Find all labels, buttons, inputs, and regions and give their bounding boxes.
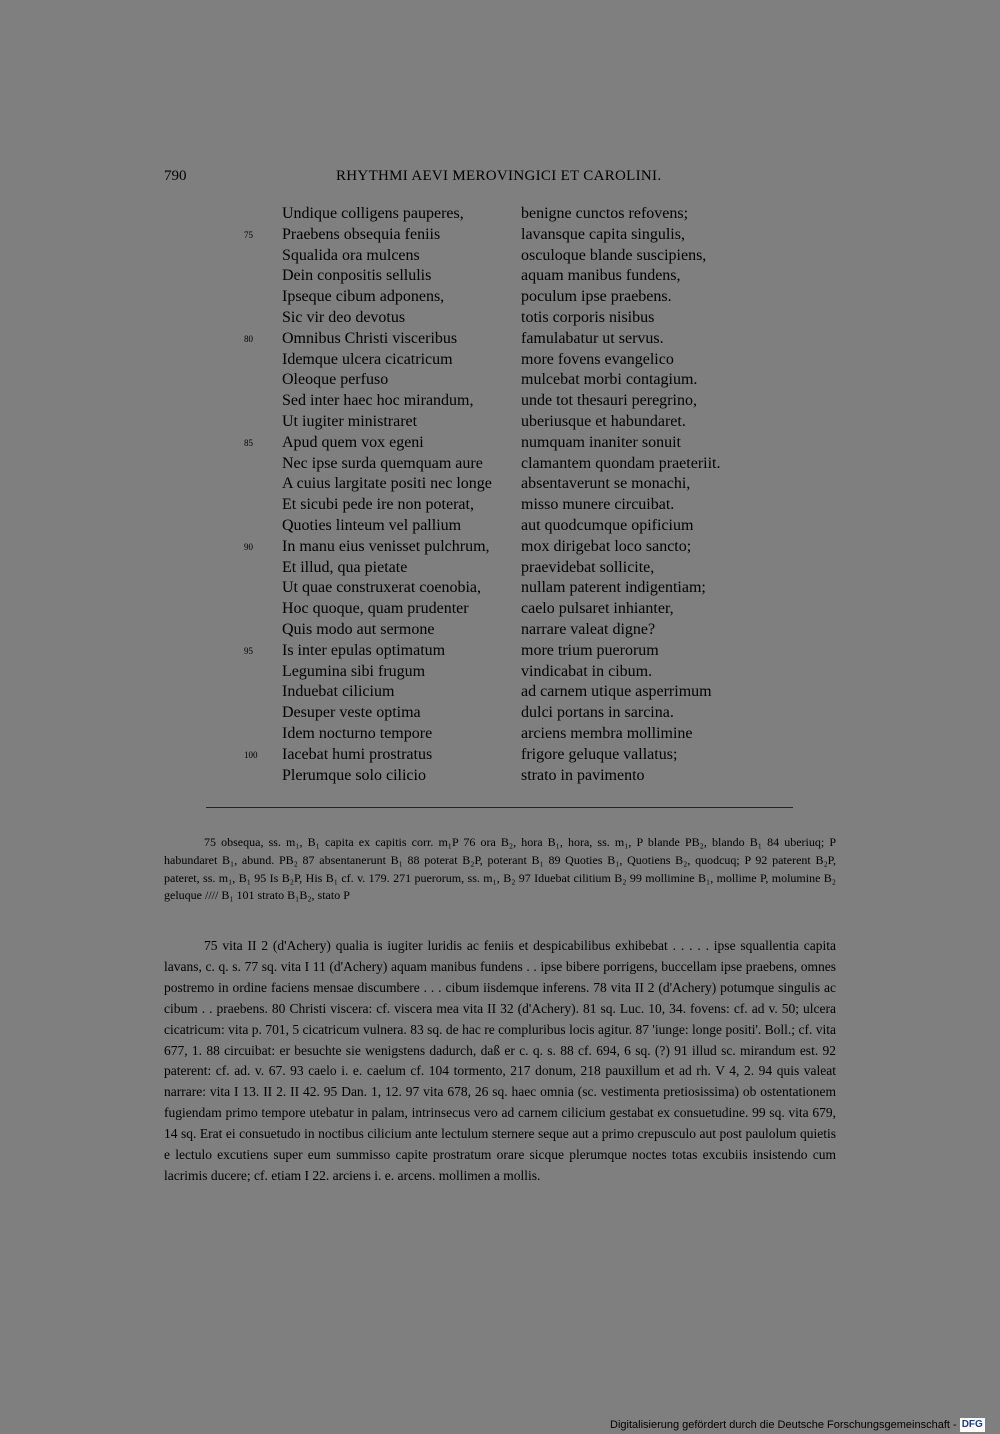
verse-second-half: arciens membra mollimine	[521, 724, 693, 742]
verse-line	[240, 766, 800, 787]
verse-first-half: Ut quae construxerat coenobia,	[282, 579, 482, 597]
verse-line	[240, 474, 800, 495]
verse-line	[240, 391, 800, 412]
verse-second-half: uberiusque et habundaret.	[521, 412, 686, 430]
verse-line	[240, 703, 800, 724]
verse-first-half: Sed inter haec hoc mirandum,	[282, 392, 474, 410]
verse-second-half: clamantem quondam praeteriit.	[521, 454, 721, 472]
verse-line	[240, 641, 800, 662]
running-title: RHYTHMI AEVI MEROVINGICI ET CAROLINI.	[336, 168, 662, 184]
verse-line	[240, 495, 800, 516]
verse-line	[240, 370, 800, 391]
footnote-divider	[206, 807, 793, 808]
verse-second-half: absentaverunt se monachi,	[521, 475, 691, 493]
verse-first-half: Et sicubi pede ire non poterat,	[282, 496, 474, 514]
verse-second-half: strato in pavimento	[521, 766, 645, 784]
verse-first-half: Sic vir deo devotus	[282, 308, 406, 326]
verse-line	[240, 350, 800, 371]
verse-second-half: osculoque blande suscipiens,	[521, 246, 707, 264]
verse-line	[240, 745, 800, 766]
page-header	[164, 168, 668, 190]
verse-line	[240, 724, 800, 745]
verse-first-half: Desuper veste optima	[282, 704, 421, 722]
line-number: 90	[244, 541, 253, 552]
commentary-text: 75 vita II 2 (d'Achery) qualia is iugiter luridis ac feniis et despicabilibus exhibebat . . . . . ipse squallentia capita lavans, c. q. s. 77 sq. vita I 11 (d'Achery) aquam manibus fundens . . ipse bibere porrigens, buccellam ipse praebens, omnes postremo in ordine faciens mensae discumbere . . . cibum iisdemque inferens. 78 vita II 2 (d'Achery) potumque singulis ac cibum . . praebens. 80 Christi viscera: cf. viscera mea vita II 32 (d'Achery). 81 sq. Luc. 10, 34. fovens: cf. ad v. 50; ulcera cicatricum: vita p. 701, 5 cicatricum vulnera. 83 sq. de hac re compluribus locis agitur. 87 'iunge: longe positi'. Boll.; cf. vita 677, 1. 88 circuibat: er besuchte sie wenigstens dadurch, daß er c. q. s. 88 cf. 694, 6 sq. (?) 91 illud sc. mirandum est. 92 paterent: cf. ad. v. 67. 93 caelo i. e. caelum cf. 104 tormento, 217 donum, 218 pauxillum et ad rh. V 4, 2. 94 quis valeat narrare: vita I 13. II 2. II 42. 95 Dan. 1, 12. 97 vita 678, 26 sq. haec omnia (sc. vestimenta pretiosissima) ob ostentationem fugiendam primo tempore utebatur in palam, intrinsecus vero ad carnem cilicium gestabat ex consuetudine. 99 sq. vita 679, 14 sq. Erat ei consuetudo in noctibus cilicium ante lectulum sternere seque aut a primo crepusculo aut post paulolum quietis e lectulo excutiens super eum summisso capite prostratum orare sicque plerumque noctes totas excubiis insistendo cum lacrimis ducere; cf. etiam I 22. arciens i. e. arcens. mollimen a mollis.	[164, 938, 836, 1183]
verse-line	[240, 266, 800, 287]
verse-first-half: Dein conpositis sellulis	[282, 267, 432, 285]
verse-second-half: poculum ipse praebens.	[521, 288, 672, 306]
verse-first-half: Apud quem vox egeni	[282, 433, 424, 451]
verse-first-half: Plerumque solo cilicio	[282, 766, 426, 784]
verse-second-half: numquam inaniter sonuit	[521, 433, 681, 451]
verse-line	[240, 433, 800, 454]
verse-second-half: famulabatur ut servus.	[521, 329, 664, 347]
apparatus-text: 75 obsequa, ss. m₁, B₁ capita ex capitis corr. m₁P 76 ora B₂, hora B₁, hora, ss. m₁, P blande PB₂, blando B₁ 84 uberiuq; P habundaret B₁, abund. PB₂ 87 absentanerunt B₁ 88 poterat B₂P, poterant B₁ 89 Quoties B₁, Quotiens B₂, quodcuq; P 92 paterent B₂P, pateret, ss. m₁, B₁ 95 Is B₂P, His B₁ cf. v. 179. 271 puerorum, ss. m₁, B₂ 97 Iduebat cilitium B₂ 99 mollimine B₁, mollime P, molumine B₂ geluque //// B₁ 101 strato B₁B₂, stato P	[164, 835, 836, 903]
verse-line	[240, 454, 800, 475]
verse-first-half: Et illud, qua pietate	[282, 558, 408, 576]
verse-line	[240, 599, 800, 620]
verse-first-half: Induebat cilicium	[282, 683, 395, 701]
line-number: 75	[244, 229, 253, 240]
verse-second-half: ad carnem utique asperrimum	[521, 683, 712, 701]
verse-line	[240, 246, 800, 267]
line-number: 100	[244, 749, 258, 760]
verse-first-half: Is inter epulas optimatum	[282, 641, 446, 659]
verse-line	[240, 412, 800, 433]
verse-first-half: Oleoque perfuso	[282, 371, 389, 389]
verse-second-half: totis corporis nisibus	[521, 308, 655, 326]
verse-first-half: Nec ipse surda quemquam aure	[282, 454, 483, 472]
verse-second-half: frigore geluque vallatus;	[521, 745, 678, 763]
verse-first-half: Idemque ulcera cicatricum	[282, 350, 453, 368]
verse-first-half: Undique colligens pauperes,	[282, 205, 464, 222]
verse-line	[240, 516, 800, 537]
verse-first-half: Ipseque cibum adponens,	[282, 288, 445, 306]
page-number: 790	[164, 168, 187, 184]
verse-line	[240, 682, 800, 703]
verse-second-half: mox dirigebat loco sancto;	[521, 537, 692, 555]
verse-first-half: Squalida ora mulcens	[282, 246, 420, 264]
verse-first-half: Ut iugiter ministraret	[282, 412, 418, 430]
verse-second-half: narrare valeat digne?	[521, 620, 656, 638]
verse-second-half: aquam manibus fundens,	[521, 267, 681, 285]
verse-first-half: Idem nocturno tempore	[282, 724, 433, 742]
verse-second-half: vindicabat in cibum.	[521, 662, 653, 680]
verse-first-half: Omnibus Christi visceribus	[282, 329, 458, 347]
verse-second-half: praevidebat sollicite,	[521, 558, 655, 576]
verse-second-half: dulci portans in sarcina.	[521, 704, 674, 722]
verse-second-half: mulcebat morbi contagium.	[521, 371, 698, 389]
critical-apparatus	[164, 834, 836, 905]
verse-line	[240, 225, 800, 246]
verse-first-half: Quoties linteum vel pallium	[282, 516, 462, 534]
verse-first-half: Praebens obsequia feniis	[282, 225, 441, 243]
line-number: 85	[244, 437, 253, 448]
verse-second-half: caelo pulsaret inhianter,	[521, 600, 674, 618]
verse-second-half: misso munere circuibat.	[521, 496, 675, 514]
verse-second-half: unde tot thesauri peregrino,	[521, 392, 697, 410]
verse-first-half: Legumina sibi frugum	[282, 662, 426, 680]
funding-footer	[610, 1416, 985, 1434]
verse-second-half: benigne cunctos refovens;	[521, 205, 689, 222]
verse-second-half: more fovens evangelico	[521, 350, 674, 368]
verse-second-half: aut quodcumque opificium	[521, 516, 694, 534]
verse-line	[240, 537, 800, 558]
verse-first-half: Iacebat humi prostratus	[282, 745, 433, 763]
verse-second-half: lavansque capita singulis,	[521, 225, 685, 243]
line-number: 95	[244, 645, 253, 656]
verse-first-half: Quis modo aut sermone	[282, 620, 435, 638]
poem-text	[240, 204, 800, 786]
verse-line	[240, 329, 800, 350]
verse-line	[240, 662, 800, 683]
commentary	[164, 936, 836, 1187]
funding-text: Digitalisierung gefördert durch die Deutsche Forschungsgemeinschaft -	[610, 1419, 957, 1431]
verse-first-half: A cuius largitate positi nec longe	[282, 475, 492, 493]
verse-line	[240, 558, 800, 579]
verse-line	[240, 308, 800, 329]
verse-second-half: nullam paterent indigentiam;	[521, 579, 706, 597]
verse-second-half: more trium puerorum	[521, 641, 659, 659]
verse-line	[240, 287, 800, 308]
verse-line	[240, 204, 800, 225]
dfg-logo: DFG	[961, 1419, 983, 1431]
verse-line	[240, 620, 800, 641]
verse-first-half: In manu eius venisset pulchrum,	[282, 537, 490, 555]
verse-line	[240, 578, 800, 599]
verse-first-half: Hoc quoque, quam prudenter	[282, 600, 469, 618]
line-number: 80	[244, 333, 253, 344]
